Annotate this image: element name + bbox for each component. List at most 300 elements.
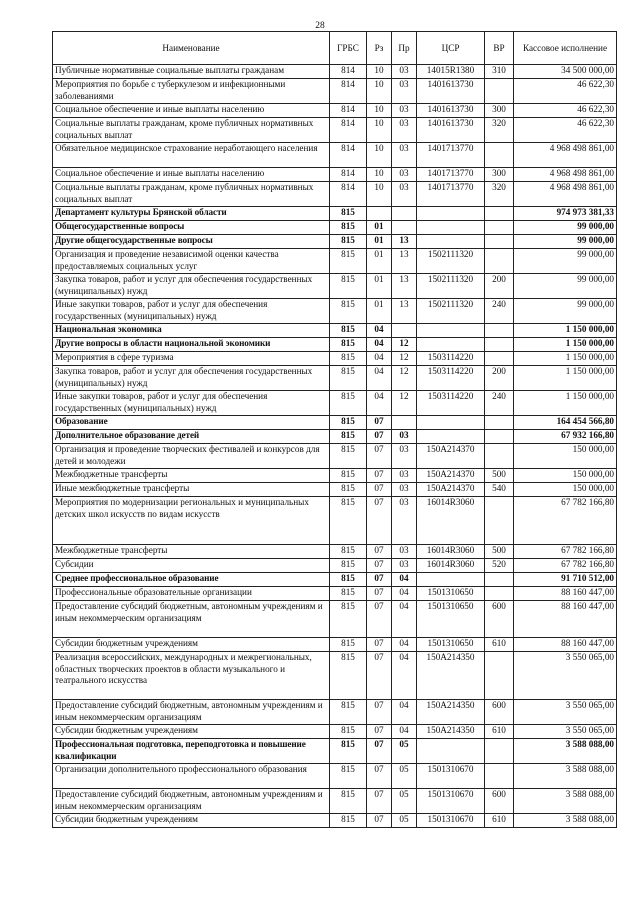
cell-grbs: 815 xyxy=(330,366,367,391)
cell-grbs: 815 xyxy=(330,814,367,828)
cell-rz: 07 xyxy=(367,725,392,739)
cell-vr: 300 xyxy=(485,104,514,118)
cell-amount: 67 782 166,80 xyxy=(514,545,617,559)
cell-pr: 03 xyxy=(392,469,417,483)
table-row xyxy=(53,416,617,430)
cell-pr: 04 xyxy=(392,700,417,725)
cell-vr xyxy=(485,207,514,221)
cell-vr: 600 xyxy=(485,700,514,725)
cell-name: Предоставление субсидий бюджетным, автономным учреждениям и иным некоммерческим организациям xyxy=(53,700,330,725)
cell-grbs: 815 xyxy=(330,274,367,299)
cell-grbs: 815 xyxy=(330,789,367,814)
table-row xyxy=(53,700,617,725)
cell-pr: 05 xyxy=(392,814,417,828)
cell-grbs: 814 xyxy=(330,65,367,79)
cell-rz: 01 xyxy=(367,249,392,274)
cell-amount: 974 973 381,33 xyxy=(514,207,617,221)
cell-rz: 07 xyxy=(367,587,392,601)
cell-grbs: 815 xyxy=(330,601,367,638)
cell-name: Организация и проведение независимой оценки качества предоставляемых социальных услуг xyxy=(53,249,330,274)
cell-pr: 03 xyxy=(392,497,417,545)
cell-pr: 03 xyxy=(392,168,417,182)
cell-pr: 03 xyxy=(392,430,417,444)
cell-vr xyxy=(485,652,514,700)
cell-name: Предоставление субсидий бюджетным, автономным учреждениям и иным некоммерческим организациям xyxy=(53,601,330,638)
cell-vr xyxy=(485,143,514,168)
cell-amount: 3 550 065,00 xyxy=(514,725,617,739)
cell-amount: 1 150 000,00 xyxy=(514,366,617,391)
cell-csr: 1401713770 xyxy=(417,182,485,207)
cell-name: Другие общегосударственные вопросы xyxy=(53,235,330,249)
cell-name: Субсидии xyxy=(53,559,330,573)
cell-pr: 03 xyxy=(392,483,417,497)
cell-vr: 540 xyxy=(485,483,514,497)
cell-pr: 03 xyxy=(392,143,417,168)
cell-amount: 150 000,00 xyxy=(514,469,617,483)
cell-amount: 4 968 498 861,00 xyxy=(514,182,617,207)
cell-pr: 04 xyxy=(392,601,417,638)
cell-pr: 03 xyxy=(392,182,417,207)
table-row xyxy=(53,366,617,391)
cell-vr: 600 xyxy=(485,601,514,638)
cell-grbs: 815 xyxy=(330,725,367,739)
cell-rz: 10 xyxy=(367,104,392,118)
cell-rz: 07 xyxy=(367,416,392,430)
table-row xyxy=(53,444,617,469)
cell-grbs: 814 xyxy=(330,143,367,168)
cell-name: Социальные выплаты гражданам, кроме публичных нормативных социальных выплат xyxy=(53,118,330,143)
cell-rz: 07 xyxy=(367,483,392,497)
cell-rz: 07 xyxy=(367,652,392,700)
cell-pr: 03 xyxy=(392,559,417,573)
cell-amount: 4 968 498 861,00 xyxy=(514,168,617,182)
cell-csr: 150А214370 xyxy=(417,483,485,497)
cell-name: Субсидии бюджетным учреждениям xyxy=(53,725,330,739)
cell-csr: 150А214350 xyxy=(417,652,485,700)
cell-grbs: 814 xyxy=(330,79,367,104)
cell-grbs: 815 xyxy=(330,444,367,469)
cell-amount: 3 588 088,00 xyxy=(514,789,617,814)
cell-amount: 88 160 447,00 xyxy=(514,587,617,601)
cell-vr xyxy=(485,764,514,789)
cell-csr: 1502111320 xyxy=(417,249,485,274)
cell-amount: 46 622,30 xyxy=(514,118,617,143)
cell-rz: 04 xyxy=(367,352,392,366)
cell-rz: 01 xyxy=(367,235,392,249)
cell-rz: 07 xyxy=(367,430,392,444)
cell-csr xyxy=(417,739,485,764)
cell-name: Мероприятия в сфере туризма xyxy=(53,352,330,366)
cell-csr: 1401613730 xyxy=(417,79,485,104)
cell-grbs: 815 xyxy=(330,497,367,545)
table-row xyxy=(53,559,617,573)
cell-csr: 1401613730 xyxy=(417,104,485,118)
cell-pr xyxy=(392,324,417,338)
cell-name: Департамент культуры Брянской области xyxy=(53,207,330,221)
table-row xyxy=(53,182,617,207)
cell-amount: 67 782 166,80 xyxy=(514,559,617,573)
cell-name: Обязательное медицинское страхование неработающего населения xyxy=(53,143,330,168)
cell-amount: 3 550 065,00 xyxy=(514,652,617,700)
cell-name: Предоставление субсидий бюджетным, автономным учреждениям и иным некоммерческим организациям xyxy=(53,789,330,814)
budget-execution-table xyxy=(52,31,617,828)
cell-name: Публичные нормативные социальные выплаты гражданам xyxy=(53,65,330,79)
cell-csr: 150А214370 xyxy=(417,444,485,469)
header-rz: Рз xyxy=(367,32,392,65)
cell-name: Образование xyxy=(53,416,330,430)
table-row xyxy=(53,207,617,221)
cell-amount: 46 622,30 xyxy=(514,79,617,104)
cell-amount: 4 968 498 861,00 xyxy=(514,143,617,168)
cell-csr: 150А214350 xyxy=(417,725,485,739)
cell-csr: 1501310650 xyxy=(417,638,485,652)
cell-csr xyxy=(417,573,485,587)
cell-grbs: 815 xyxy=(330,324,367,338)
cell-grbs: 815 xyxy=(330,352,367,366)
cell-rz: 10 xyxy=(367,168,392,182)
cell-csr: 1501310670 xyxy=(417,814,485,828)
cell-amount: 150 000,00 xyxy=(514,444,617,469)
header-name: Наименование xyxy=(53,32,330,65)
cell-rz: 01 xyxy=(367,221,392,235)
cell-pr: 04 xyxy=(392,587,417,601)
cell-grbs: 815 xyxy=(330,764,367,789)
table-row xyxy=(53,168,617,182)
cell-grbs: 815 xyxy=(330,587,367,601)
cell-amount: 150 000,00 xyxy=(514,483,617,497)
cell-amount: 1 150 000,00 xyxy=(514,391,617,416)
cell-name: Межбюджетные трансферты xyxy=(53,469,330,483)
cell-amount: 1 150 000,00 xyxy=(514,338,617,352)
table-row xyxy=(53,274,617,299)
cell-grbs: 815 xyxy=(330,391,367,416)
table-row xyxy=(53,814,617,828)
cell-pr: 12 xyxy=(392,366,417,391)
cell-vr: 310 xyxy=(485,65,514,79)
cell-name: Социальные выплаты гражданам, кроме публичных нормативных социальных выплат xyxy=(53,182,330,207)
cell-grbs: 815 xyxy=(330,338,367,352)
cell-pr: 12 xyxy=(392,391,417,416)
cell-rz: 07 xyxy=(367,601,392,638)
cell-pr: 05 xyxy=(392,789,417,814)
table-row xyxy=(53,352,617,366)
cell-grbs: 814 xyxy=(330,118,367,143)
cell-name: Организации дополнительного профессионального образования xyxy=(53,764,330,789)
table-row xyxy=(53,79,617,104)
cell-grbs: 815 xyxy=(330,299,367,324)
cell-amount: 99 000,00 xyxy=(514,235,617,249)
cell-pr xyxy=(392,221,417,235)
cell-amount: 99 000,00 xyxy=(514,274,617,299)
cell-rz: 10 xyxy=(367,79,392,104)
cell-pr: 03 xyxy=(392,79,417,104)
cell-vr xyxy=(485,739,514,764)
cell-rz: 07 xyxy=(367,638,392,652)
cell-rz: 07 xyxy=(367,700,392,725)
cell-rz: 07 xyxy=(367,814,392,828)
cell-name: Профессиональная подготовка, переподготовка и повышение квалификации xyxy=(53,739,330,764)
cell-amount: 99 000,00 xyxy=(514,221,617,235)
cell-pr: 04 xyxy=(392,725,417,739)
cell-csr: 1502111320 xyxy=(417,299,485,324)
cell-vr xyxy=(485,235,514,249)
cell-rz: 10 xyxy=(367,182,392,207)
cell-grbs: 815 xyxy=(330,573,367,587)
cell-vr xyxy=(485,416,514,430)
cell-csr: 150А214350 xyxy=(417,700,485,725)
cell-name: Субсидии бюджетным учреждениям xyxy=(53,814,330,828)
cell-pr: 03 xyxy=(392,118,417,143)
cell-csr xyxy=(417,430,485,444)
cell-csr: 1503114220 xyxy=(417,352,485,366)
table-row xyxy=(53,739,617,764)
cell-pr xyxy=(392,207,417,221)
cell-name: Субсидии бюджетным учреждениям xyxy=(53,638,330,652)
cell-pr: 13 xyxy=(392,274,417,299)
cell-grbs: 815 xyxy=(330,416,367,430)
cell-csr: 1401713770 xyxy=(417,143,485,168)
cell-rz: 07 xyxy=(367,789,392,814)
cell-grbs: 815 xyxy=(330,430,367,444)
cell-vr: 300 xyxy=(485,168,514,182)
table-row xyxy=(53,221,617,235)
cell-rz: 01 xyxy=(367,299,392,324)
table-row xyxy=(53,143,617,168)
cell-name: Организация и проведение творческих фестивалей и конкурсов для детей и молодежи xyxy=(53,444,330,469)
cell-csr: 16014R3060 xyxy=(417,545,485,559)
cell-name: Другие вопросы в области национальной экономики xyxy=(53,338,330,352)
cell-csr: 14015R1380 xyxy=(417,65,485,79)
cell-vr: 500 xyxy=(485,469,514,483)
cell-csr: 16014R3060 xyxy=(417,497,485,545)
cell-name: Социальное обеспечение и иные выплаты населению xyxy=(53,104,330,118)
cell-rz: 10 xyxy=(367,118,392,143)
cell-rz: 07 xyxy=(367,559,392,573)
cell-name: Дополнительное образование детей xyxy=(53,430,330,444)
cell-vr: 200 xyxy=(485,366,514,391)
cell-pr: 03 xyxy=(392,545,417,559)
cell-grbs: 815 xyxy=(330,483,367,497)
table-header-row xyxy=(53,32,617,65)
cell-rz: 07 xyxy=(367,497,392,545)
table-row xyxy=(53,235,617,249)
cell-grbs: 815 xyxy=(330,545,367,559)
cell-pr xyxy=(392,416,417,430)
cell-csr xyxy=(417,235,485,249)
cell-name: Мероприятия по борьбе с туберкулезом и инфекционными заболеваниями xyxy=(53,79,330,104)
cell-pr: 04 xyxy=(392,652,417,700)
cell-csr: 1501310650 xyxy=(417,601,485,638)
cell-vr: 600 xyxy=(485,789,514,814)
cell-vr xyxy=(485,573,514,587)
cell-amount: 91 710 512,00 xyxy=(514,573,617,587)
table-row xyxy=(53,104,617,118)
cell-name: Общегосударственные вопросы xyxy=(53,221,330,235)
cell-grbs: 814 xyxy=(330,104,367,118)
table-row xyxy=(53,638,617,652)
cell-pr: 03 xyxy=(392,65,417,79)
cell-rz: 07 xyxy=(367,739,392,764)
table-row xyxy=(53,118,617,143)
table-row xyxy=(53,497,617,545)
header-csr: ЦСР xyxy=(417,32,485,65)
cell-grbs: 815 xyxy=(330,207,367,221)
cell-vr xyxy=(485,352,514,366)
cell-pr: 13 xyxy=(392,249,417,274)
cell-grbs: 815 xyxy=(330,235,367,249)
cell-rz: 07 xyxy=(367,573,392,587)
cell-rz: 04 xyxy=(367,338,392,352)
cell-name: Среднее профессиональное образование xyxy=(53,573,330,587)
cell-grbs: 815 xyxy=(330,559,367,573)
cell-pr: 12 xyxy=(392,352,417,366)
cell-vr xyxy=(485,587,514,601)
cell-rz: 07 xyxy=(367,764,392,789)
table-body xyxy=(53,65,617,828)
cell-csr xyxy=(417,221,485,235)
cell-amount: 34 500 000,00 xyxy=(514,65,617,79)
table-row xyxy=(53,789,617,814)
cell-vr xyxy=(485,497,514,545)
cell-pr: 03 xyxy=(392,444,417,469)
cell-name: Закупка товаров, работ и услуг для обеспечения государственных (муниципальных) нужд xyxy=(53,366,330,391)
header-amount: Кассовое исполнение xyxy=(514,32,617,65)
table-row xyxy=(53,249,617,274)
cell-amount: 1 150 000,00 xyxy=(514,324,617,338)
cell-csr xyxy=(417,338,485,352)
cell-rz: 04 xyxy=(367,366,392,391)
table-row xyxy=(53,483,617,497)
cell-csr: 150А214370 xyxy=(417,469,485,483)
cell-pr: 05 xyxy=(392,739,417,764)
cell-vr: 520 xyxy=(485,559,514,573)
cell-rz: 04 xyxy=(367,391,392,416)
table-row xyxy=(53,299,617,324)
cell-grbs: 815 xyxy=(330,638,367,652)
cell-rz: 07 xyxy=(367,545,392,559)
table-row xyxy=(53,573,617,587)
cell-vr: 610 xyxy=(485,725,514,739)
table-row xyxy=(53,324,617,338)
cell-grbs: 815 xyxy=(330,221,367,235)
cell-pr: 12 xyxy=(392,338,417,352)
cell-amount: 3 588 088,00 xyxy=(514,814,617,828)
table-row xyxy=(53,391,617,416)
cell-csr: 1401613730 xyxy=(417,118,485,143)
cell-vr xyxy=(485,444,514,469)
page-number: 28 xyxy=(315,21,325,31)
cell-csr: 1501310670 xyxy=(417,764,485,789)
cell-vr xyxy=(485,249,514,274)
cell-rz: 10 xyxy=(367,65,392,79)
cell-grbs: 815 xyxy=(330,652,367,700)
cell-rz: 07 xyxy=(367,444,392,469)
cell-amount: 88 160 447,00 xyxy=(514,601,617,638)
cell-amount: 67 782 166,80 xyxy=(514,497,617,545)
cell-csr: 1501310650 xyxy=(417,587,485,601)
cell-name: Мероприятия по модернизации региональных и муниципальных детских школ искусств по видам искусств xyxy=(53,497,330,545)
cell-amount: 99 000,00 xyxy=(514,299,617,324)
cell-name: Закупка товаров, работ и услуг для обеспечения государственных (муниципальных) нужд xyxy=(53,274,330,299)
cell-grbs: 814 xyxy=(330,182,367,207)
cell-pr: 05 xyxy=(392,764,417,789)
cell-name: Межбюджетные трансферты xyxy=(53,545,330,559)
table-row xyxy=(53,65,617,79)
cell-vr xyxy=(485,79,514,104)
cell-csr xyxy=(417,416,485,430)
table-row xyxy=(53,652,617,700)
cell-grbs: 815 xyxy=(330,700,367,725)
cell-vr: 240 xyxy=(485,391,514,416)
cell-amount: 99 000,00 xyxy=(514,249,617,274)
table-row xyxy=(53,601,617,638)
cell-pr: 03 xyxy=(392,104,417,118)
cell-pr: 13 xyxy=(392,235,417,249)
cell-name: Профессиональные образовательные организации xyxy=(53,587,330,601)
cell-rz: 07 xyxy=(367,469,392,483)
cell-rz: 10 xyxy=(367,143,392,168)
table-row xyxy=(53,338,617,352)
cell-csr: 1501310670 xyxy=(417,789,485,814)
cell-amount: 88 160 447,00 xyxy=(514,638,617,652)
cell-vr: 500 xyxy=(485,545,514,559)
table-row xyxy=(53,545,617,559)
cell-grbs: 815 xyxy=(330,249,367,274)
header-pr: Пр xyxy=(392,32,417,65)
cell-name: Иные межбюджетные трансферты xyxy=(53,483,330,497)
cell-pr: 04 xyxy=(392,638,417,652)
cell-vr xyxy=(485,338,514,352)
cell-rz xyxy=(367,207,392,221)
table-row xyxy=(53,469,617,483)
table-row xyxy=(53,764,617,789)
cell-vr: 200 xyxy=(485,274,514,299)
header-vr: ВР xyxy=(485,32,514,65)
cell-amount: 1 150 000,00 xyxy=(514,352,617,366)
cell-csr: 1503114220 xyxy=(417,366,485,391)
cell-vr xyxy=(485,430,514,444)
cell-vr: 610 xyxy=(485,638,514,652)
cell-pr: 04 xyxy=(392,573,417,587)
cell-vr: 610 xyxy=(485,814,514,828)
cell-name: Иные закупки товаров, работ и услуг для обеспечения государственных (муниципальных) нужд xyxy=(53,391,330,416)
cell-vr: 240 xyxy=(485,299,514,324)
cell-vr: 320 xyxy=(485,118,514,143)
cell-grbs: 815 xyxy=(330,739,367,764)
cell-amount: 46 622,30 xyxy=(514,104,617,118)
cell-amount: 3 588 088,00 xyxy=(514,764,617,789)
cell-csr: 1503114220 xyxy=(417,391,485,416)
cell-rz: 01 xyxy=(367,274,392,299)
cell-csr xyxy=(417,324,485,338)
cell-name: Реализация всероссийских, международных и межрегиональных, областных творческих проектов в области музыкального и театрального искусства xyxy=(53,652,330,700)
cell-name: Национальная экономика xyxy=(53,324,330,338)
table-row xyxy=(53,587,617,601)
cell-csr: 16014R3060 xyxy=(417,559,485,573)
cell-name: Социальное обеспечение и иные выплаты населению xyxy=(53,168,330,182)
cell-grbs: 815 xyxy=(330,469,367,483)
header-grbs: ГРБС xyxy=(330,32,367,65)
cell-amount: 67 932 166,80 xyxy=(514,430,617,444)
cell-grbs: 814 xyxy=(330,168,367,182)
cell-vr: 320 xyxy=(485,182,514,207)
cell-vr xyxy=(485,221,514,235)
table-row xyxy=(53,725,617,739)
cell-name: Иные закупки товаров, работ и услуг для обеспечения государственных (муниципальных) нужд xyxy=(53,299,330,324)
cell-vr xyxy=(485,324,514,338)
cell-csr: 1502111320 xyxy=(417,274,485,299)
table-row xyxy=(53,430,617,444)
